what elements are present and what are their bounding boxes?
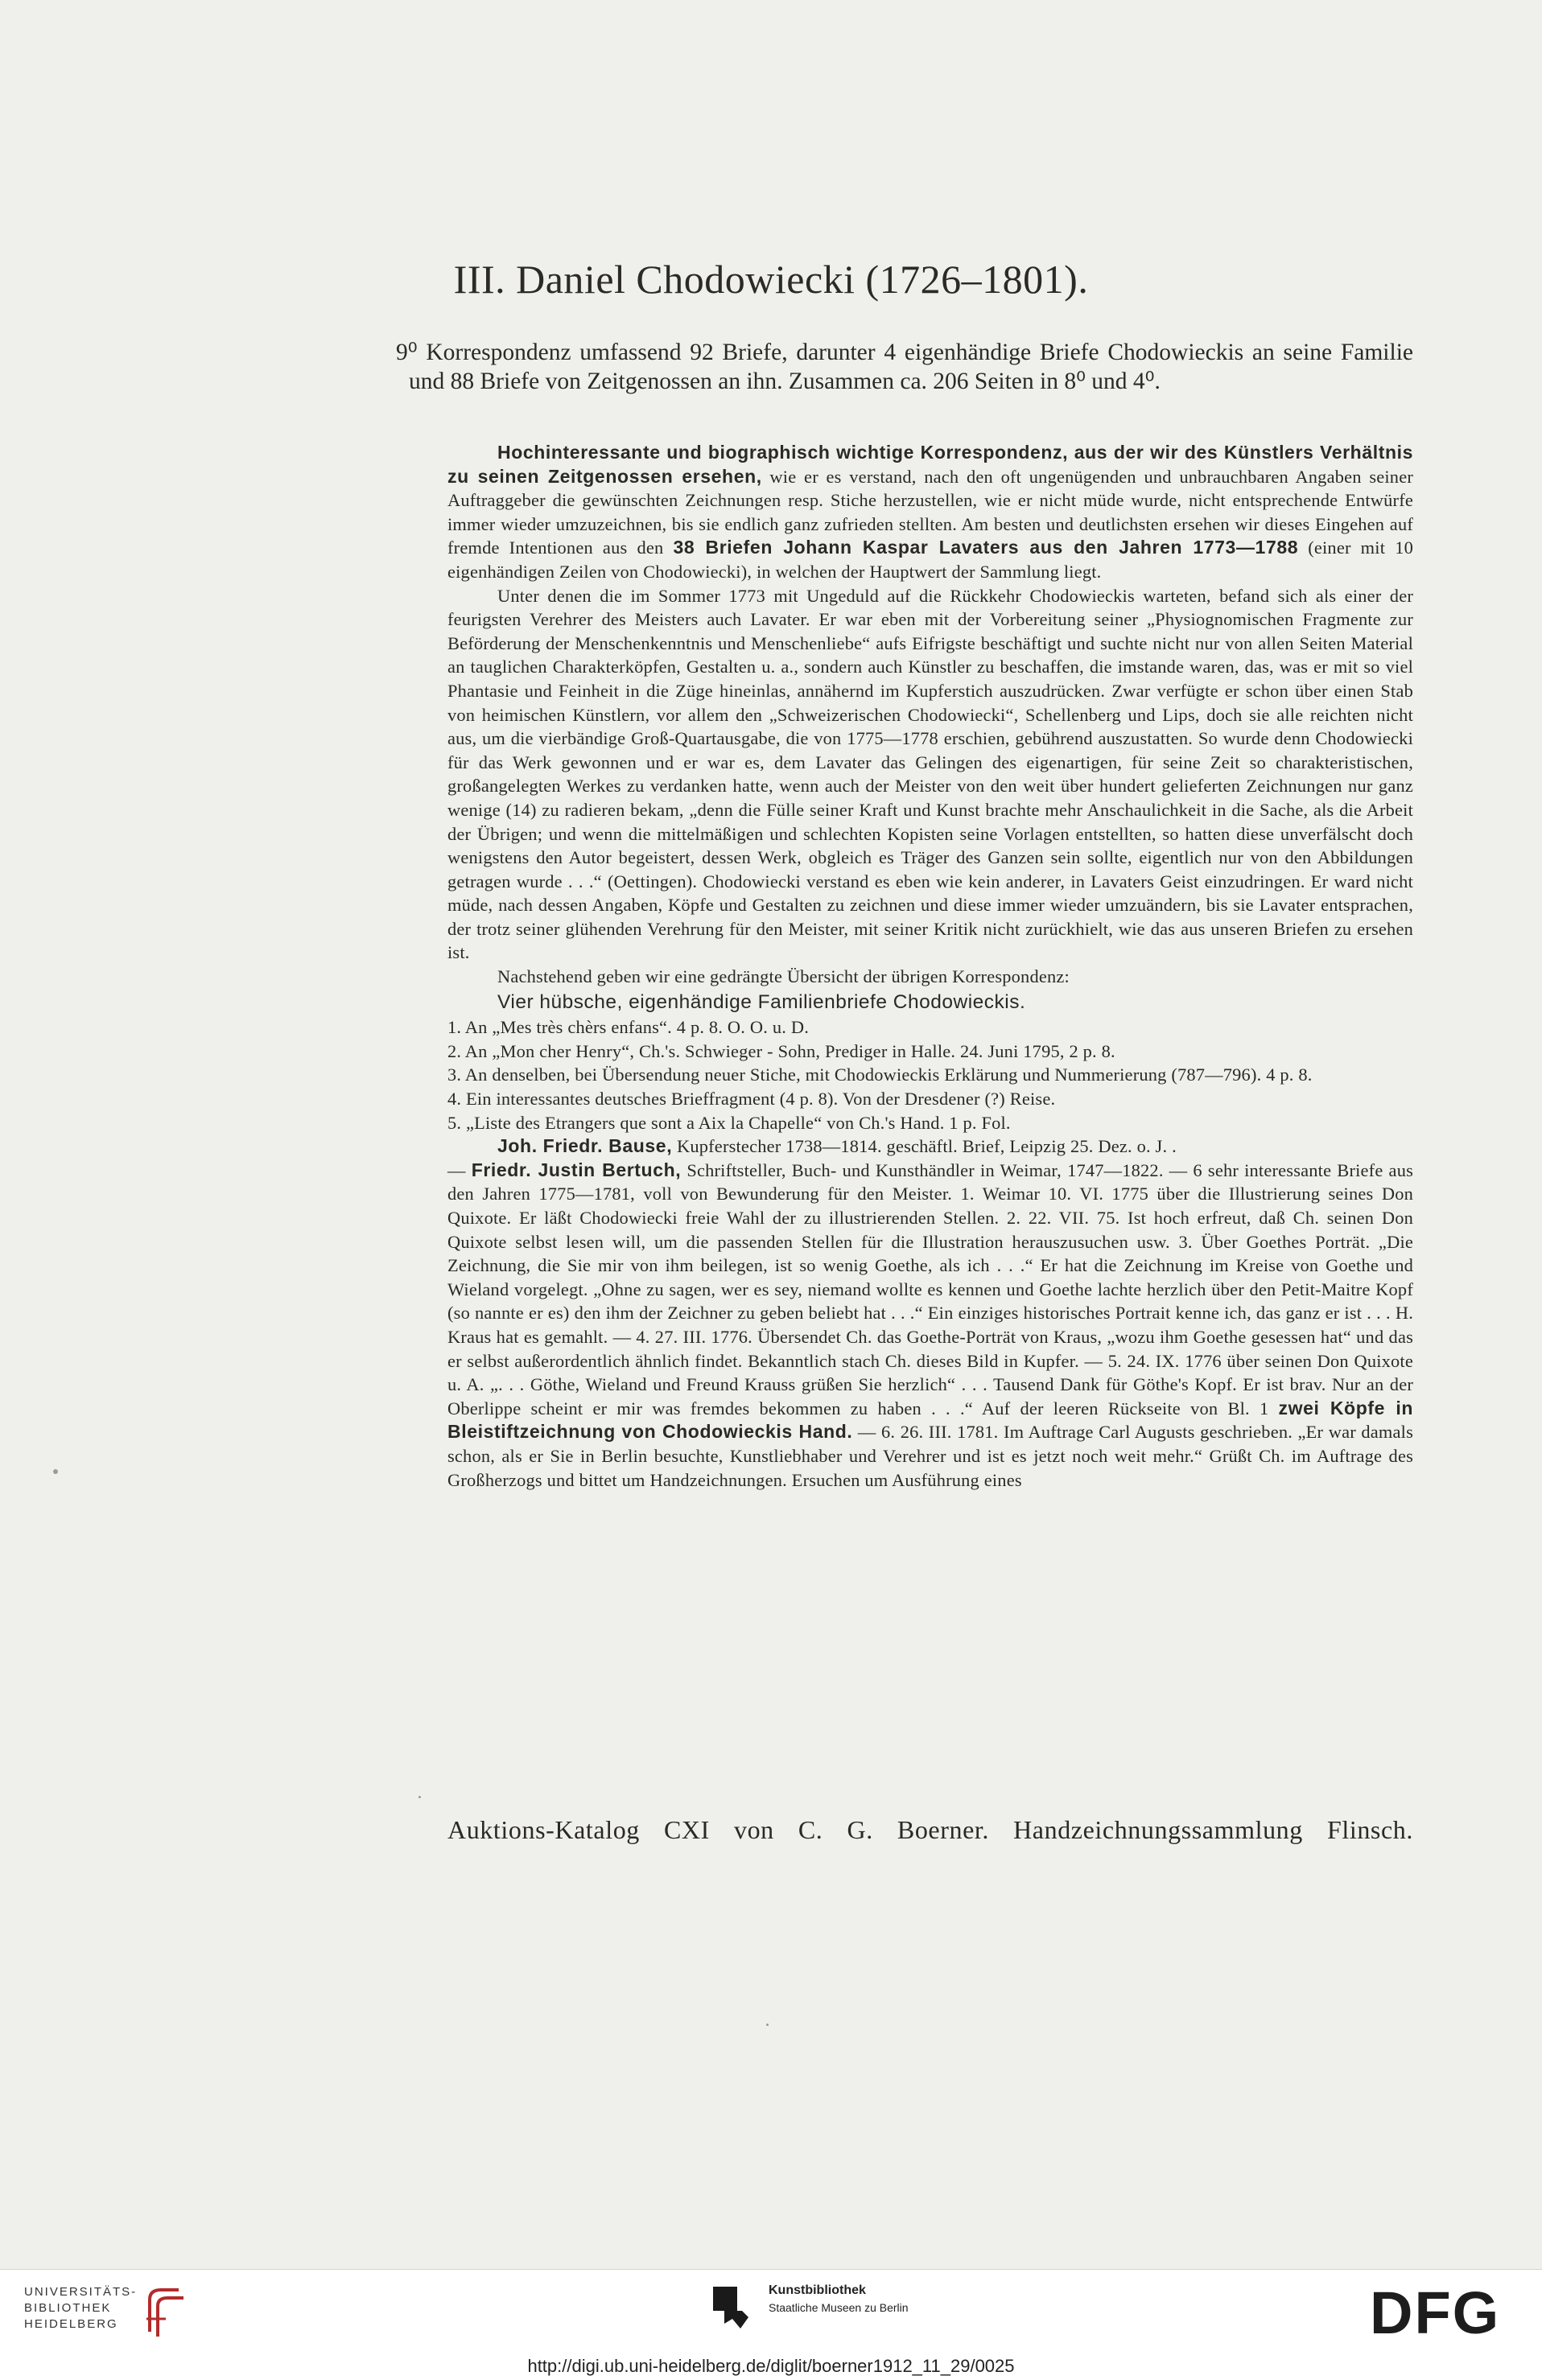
intro-text: wie er es verstand, nach den oft ungenügenden und unbrauchbaren Angaben seiner Auftraggeber die gewünschten Zeichnungen resp. Stiche herzustellen, wie er nicht müde wurde, nicht entsprechende Entwürfe immer wieder umzuzeichnen, bis sie endlich ganz zufrieden stellten. Am besten und deutlichsten ersehen wir dieses Eingehen auf fremde Intentionen aus den xyxy=(447,466,1413,558)
bertuch-bold: zwei Köpfe in Bleistiftzeichnung von Chodowieckis Hand. xyxy=(447,1397,1413,1443)
list-item: 4. Ein interessantes deutsches Brieffragment (4 p. 8). Von der Dresdener (?) Reise. xyxy=(447,1089,1056,1110)
page-url[interactable]: http://digi.ub.uni-heidelberg.de/diglit/boerner1912_11_29/0025 xyxy=(0,2353,1542,2380)
kunstbibliothek-label: Kunstbibliothek Staatliche Museen zu Berlin xyxy=(769,2283,909,2314)
bause-text: Kupferstecher 1738—1814. geschäftl. Brief, Leipzig 25. Dez. o. J. . xyxy=(672,1136,1177,1157)
lavater-bold: 38 Briefen Johann Kaspar Lavaters aus den Jahren 1773—1788 xyxy=(673,537,1299,558)
catalogue-footer: Auktions-Katalog CXI von C. G. Boerner. Handzeichnungssammlung Flinsch. xyxy=(447,1815,1413,1844)
paragraph-bertuch xyxy=(447,1159,1413,1492)
paragraph-lavater: Unter denen die im Sommer 1773 mit Ungeduld auf die Rückkehr Chodowieckis warteten, befand sich als einer der feurigsten Verehrer des Meisters auch Lavater. Er war eben mit der Vorbereitung seiner „Physiognomischen Fragmente zur Beförderung der Menschenkenntnis und Menschenliebe“ aufs Eifrigste beschäftigt und suchte nicht nur von allen Seiten Material an tauglichen Charakterköpfen, Gestalten u. a., sondern auch Künstler zu beschaffen, die imstande waren, das, was er mit so viel Phantasie und Feinheit in die Züge hineinlas, annähernd im Kupferstich auszudrücken. Zwar verfügte er schon über einen Stab von heimischen Künstlern, vor allem den „Schweizerischen Chodowiecki“, Schellenberg und Lips, doch sie alle reichten nicht aus, um die vierbändige Groß-Quartausgabe, die von 1775—1778 erschien, gebührend auszustatten. So wurde denn Chodowiecki für das Werk gewonnen und er war es, dem Lavater das Gelingen des eigenartigen, für seine Zeit so charakteristischen, großangelegten Werkes zu verdanken hatte, wenn auch der Meister von den weit über hundert gelieferten Zeichnungen nur ganz wenige (14) zu radieren bekam, „denn die Fülle seiner Kraft und Kunst brachte mehr Anschaulichkeit in die Sache, als die Arbeit der Übrigen; und wenn die mittelmäßigen und schlechten Kopisten seine Vorlagen entstellten, so hatten diese unverfälscht doch wenigstens den Autor begeistert, dessen Werk, obgleich es Träger des Ganzen sein sollte, eigentlich nur von den Abbildungen getragen wurde . . .“ (Oettingen). Chodowiecki verstand es eben wie kein anderer, in Lavaters Geist einzudringen. Er ward nicht müde, nach dessen Angaben, Köpfe und Gestalten zu zeichnen und diese immer wieder umzuändern, bis sie Lavater entsprachen, der trotz seiner glühenden Verehrung für den Meister, mit seiner Kritik nicht zurückhielt, wie das aus unseren Briefen zu ersehen ist. xyxy=(447,585,1413,963)
bertuch-text-2: — 6. 26. III. 1781. Im Auftrage Carl Augusts geschrieben. „Er war damals schon, als er Sie in Berlin besuchte, Kunstliebhaber und Verehrer und ist es jetzt noch weit mehr.“ Grüßt Ch. im Auftrage des Großherzogs und bittet um Handzeichnungen. Ersuchen um Ausführung eines xyxy=(447,1422,1413,1490)
list-item: 3. An denselben, bei Übersendung neuer Stiche, mit Chodowieckis Erklärung und Nummerierung (787—796). 4 p. 8. xyxy=(447,1064,1313,1085)
paper-speck xyxy=(418,1796,421,1798)
bertuch-dash: — xyxy=(447,1159,472,1180)
paragraph-bause xyxy=(447,1134,1413,1159)
bertuch-name: Friedr. Justin Bertuch, xyxy=(471,1159,682,1180)
lot-entry: 9⁰ Korrespondenz umfassend 92 Briefe, darunter 4 eigenhändige Briefe Chodowieckis an seine Familie und 88 Briefe von Zeitgenossen an ihn. Zusammen ca. 206 Seiten in 8⁰ und 4⁰. xyxy=(396,340,1413,394)
list-item: 1. An „Mes très chèrs enfans“. 4 p. 8. O. O. u. D. xyxy=(447,1017,810,1038)
section-title: III. Daniel Chodowiecki (1726–1801). xyxy=(453,257,1089,302)
ub-heidelberg-logo-icon xyxy=(143,2283,188,2340)
paper-speck xyxy=(766,2024,769,2026)
paper-speck xyxy=(53,1469,58,1474)
family-letters-heading: Vier hübsche, eigenhändige Familienbriefe Chodowieckis. xyxy=(497,990,1026,1013)
paragraph-overview: Nachstehend geben wir eine gedrängte Übersicht der übrigen Korrespondenz: xyxy=(497,966,1070,987)
intro-bold: Hochinteressante und biographisch wichtige Korrespondenz, aus der wir des Künstlers Verhältnis zu seinen Zeitgenossen ersehen, xyxy=(447,442,1413,487)
intro-text-2: (einer mit 10 eigenhändigen Zeilen von Chodowiecki), in welchen der Hauptwert der Sammlung liegt. xyxy=(447,537,1414,582)
bertuch-text: Schriftsteller, Buch- und Kunsthändler in Weimar, 1747—1822. — 6 sehr interessante Briefe aus den Jahren 1775—1781, voll von Bewunderung für den Meister. 1. Weimar 10. VI. 1775 über die Illustrierung seines Don Quixote. Er läßt Chodowiecki freie Wahl der zu illustrierenden Stellen. 2. 22. VII. 75. Ist hoch erfreut, daß Ch. seinen Don Quixote selbst lesen will, um die passenden Stellen für die Illustration herauszusuchen usw. 3. Über Goethes Porträt. „Die Zeichnung, die Sie mir von ihm beilegen, ist so wenig Goethe, als ich . . .“ Er hat die Zeichnung im Kreise von Goethe und Wieland vorgelegt. „Ohne zu sagen, wer es sey, niemand wollte es kennen und Goethe lachte herzlich über den Petit-Maitre Kopf (so nannte er es) den ihm der Zeichner zu geben beliebt hat . . .“ Ein einziges historisches Portrait kenne ich, das ganz er ist . . . H. Kraus hat es gemahlt. — 4. 27. III. 1776. Übersendet Ch. das Goethe-Porträt von Kraus, „wozu ihm Goethe gesessen hat“ und das er selbst außerordentlich ähnlich findet. Bekanntlich stach Ch. dieses Bild in Kupfer. — 5. 24. IX. 1776 über seinen Don Quixote u. A. „. . . Göthe, Wieland und Freund Krauss grüßen Sie herzlich“ . . . Tausend Dank für Göthe's Kopf. Er ist brav. Nur an der Oberlippe scheint er mir was fremdes bekommen zu haben . . .“ Auf der leeren Rückseite von Bl. 1 xyxy=(447,1159,1414,1419)
bause-name: Joh. Friedr. Bause, xyxy=(497,1135,673,1157)
paragraph-intro xyxy=(447,441,1413,584)
list-item: 5. „Liste des Etrangers que sont a Aix la Chapelle“ von Ch.'s Hand. 1 p. Fol. xyxy=(447,1112,1011,1133)
kunstbibliothek-logo-icon xyxy=(713,2287,760,2335)
list-item: 2. An „Mon cher Henry“, Ch.'s. Schwieger - Sohn, Prediger in Halle. 24. Juni 1795, 2 p. 8. xyxy=(447,1040,1115,1061)
lot-description xyxy=(447,441,1413,1492)
university-library-label: UNIVERSITÄTS- BIBLIOTHEK HEIDELBERG xyxy=(24,2285,138,2331)
dfg-logo: DFG xyxy=(1370,2279,1501,2346)
